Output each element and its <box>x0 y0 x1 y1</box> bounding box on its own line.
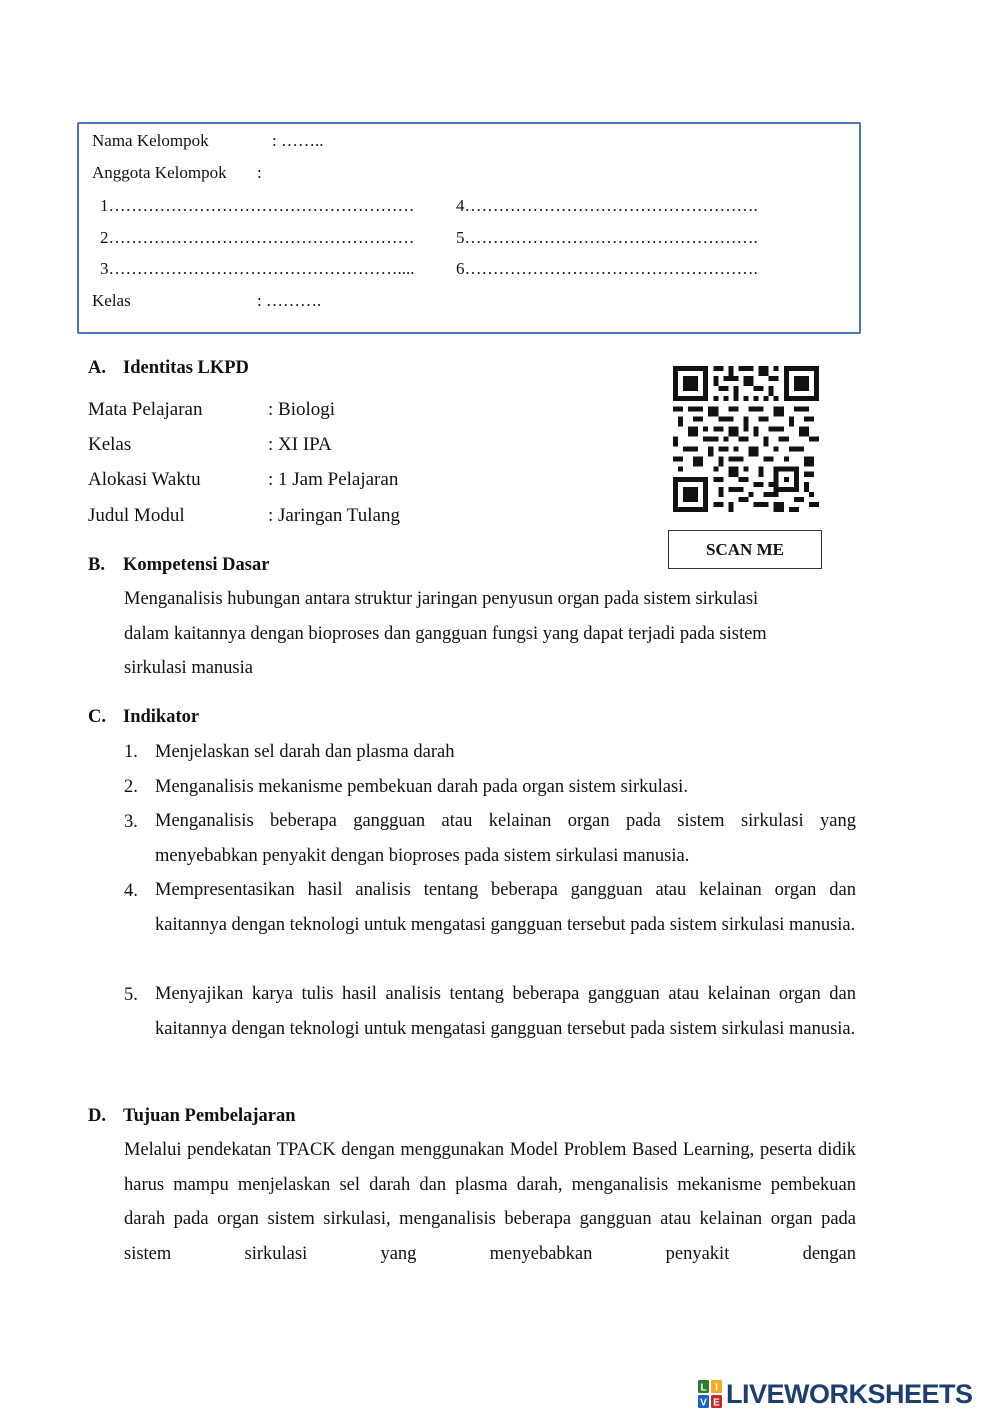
tujuan-paragraph: Melalui pendekatan TPACK dengan menggunakan Model Problem Based Learning, peserta didik harus mampu menjelaskan sel darah dan plasma darah, menganalisis mekanisme pembekuan darah pada organ sistem sirkulasi, menganalisis beberapa gangguan atau kelainan organ pada sistem sirkulasi yang menyebabkan penyakit dengan <box>124 1140 856 1264</box>
identity-label-alokasi-waktu: Alokasi Waktu <box>88 469 201 490</box>
indikator-text-4: Mempresentasikan hasil analisis tentang beberapa gangguan atau kelainan organ dan kaitannya dengan teknologi untuk mengatasi gangguan tersebut pada sistem sirkulasi manusia. <box>155 880 856 935</box>
indikator-text-2: Menganalisis mekanisme pembekuan darah pada organ sistem sirkulasi. <box>155 777 688 797</box>
nama-kelompok-field[interactable]: : …….. <box>272 131 324 150</box>
member-1-field[interactable]: 1……………………………………………… <box>100 196 415 215</box>
section-d-title: Tujuan Pembelajaran <box>123 1106 296 1126</box>
logo-letter-v: V <box>700 1397 707 1408</box>
logo-letter-l: L <box>700 1382 707 1394</box>
liveworksheets-watermark <box>698 1378 973 1410</box>
section-a-letter: A. <box>88 358 106 378</box>
section-c-letter: C. <box>88 707 106 727</box>
kompetensi-line-2: dalam kaitannya dengan bioproses dan gangguan fungsi yang dapat terjadi pada sistem <box>124 624 767 644</box>
anggota-kelompok-colon: : <box>257 163 262 182</box>
identity-value-alokasi-waktu: : 1 Jam Pelajaran <box>268 469 399 490</box>
logo-letter-i: I <box>715 1382 718 1394</box>
section-a-heading <box>88 358 249 379</box>
identity-value-kelas: : XI IPA <box>268 434 332 455</box>
member-4-field[interactable]: 4……………………………………………. <box>456 196 758 215</box>
scan-me-label: SCAN ME <box>668 530 822 569</box>
section-b-title: Kompetensi Dasar <box>123 555 270 575</box>
indikator-num-3: 3. <box>124 812 138 832</box>
identity-label-kelas: Kelas <box>88 434 132 455</box>
kelas-label: Kelas <box>92 291 131 310</box>
section-b-letter: B. <box>88 555 105 575</box>
kompetensi-line-1: Menganalisis hubungan antara struktur jaringan penyusun organ pada sistem sirkulasi <box>124 589 759 609</box>
section-d-heading <box>88 1106 296 1127</box>
indikator-text-5: Menyajikan karya tulis hasil analisis tentang beberapa gangguan atau kelainan organ dan kaitannya dengan teknologi untuk mengatasi gangguan tersebut pada sistem sirkulasi manusia. <box>155 984 856 1039</box>
nama-kelompok-label: Nama Kelompok <box>92 131 209 150</box>
kelas-field[interactable]: : ………. <box>257 291 322 310</box>
member-3-field[interactable]: 3…………………………………………….... <box>100 259 415 278</box>
member-6-field[interactable]: 6……………………………………………. <box>456 259 758 278</box>
indikator-text-1: Menjelaskan sel darah dan plasma darah <box>155 742 455 762</box>
indikator-num-4: 4. <box>124 881 138 901</box>
identity-label-mata-pelajaran: Mata Pelajaran <box>88 399 203 420</box>
qr-code-icon[interactable] <box>673 366 819 512</box>
section-b-heading <box>88 555 269 576</box>
liveworksheets-logo-icon <box>698 1380 722 1408</box>
identity-value-judul-modul: : Jaringan Tulang <box>268 505 400 526</box>
indikator-num-2: 2. <box>124 777 138 797</box>
section-d-letter: D. <box>88 1106 106 1126</box>
section-c-title: Indikator <box>123 707 200 727</box>
member-2-field[interactable]: 2……………………………………………… <box>100 228 415 247</box>
section-a-title: Identitas LKPD <box>123 358 249 378</box>
indikator-num-5: 5. <box>124 985 138 1005</box>
indikator-num-1: 1. <box>124 742 138 762</box>
identity-label-judul-modul: Judul Modul <box>88 505 185 526</box>
section-c-heading <box>88 707 199 728</box>
member-5-field[interactable]: 5……………………………………………. <box>456 228 758 247</box>
anggota-kelompok-label: Anggota Kelompok <box>92 163 227 182</box>
kompetensi-line-3: sirkulasi manusia <box>124 658 253 678</box>
logo-letter-e: E <box>713 1397 720 1408</box>
indikator-text-3: Menganalisis beberapa gangguan atau kelainan organ pada sistem sirkulasi yang menyebabkan penyakit dengan bioproses pada sistem sirkulasi manusia. <box>155 811 856 866</box>
liveworksheets-wordmark: LIVEWORKSHEETS <box>726 1378 973 1409</box>
identity-value-mata-pelajaran: : Biologi <box>268 399 336 420</box>
